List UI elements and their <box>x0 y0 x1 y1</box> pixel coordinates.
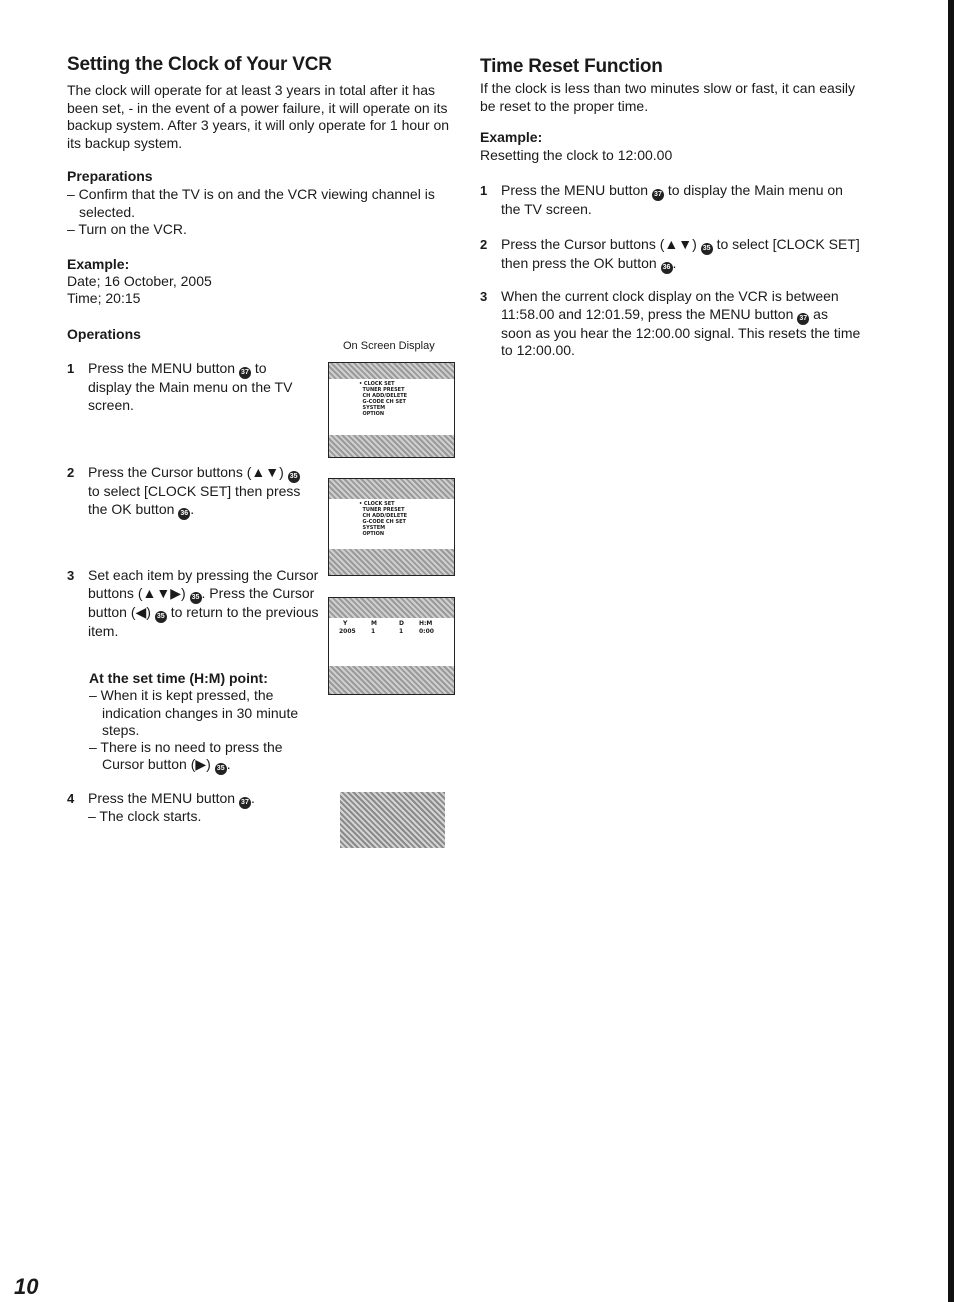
operations-heading: Operations <box>67 326 141 342</box>
cursor-button-icon: 35 <box>701 243 713 255</box>
step-3-text: Set each item by pressing the Cursor buttons (▲▼▶) 35 . Press the Cursor button (◀) 35 to return to the previous item. <box>88 567 319 639</box>
page-edge <box>948 0 954 1302</box>
menu-button-icon: 37 <box>239 797 251 809</box>
step-number: 1 <box>67 361 75 376</box>
page-number: 10 <box>14 1274 39 1299</box>
cursor-button-icon: 35 <box>288 471 300 483</box>
step-number: 1 <box>480 183 488 198</box>
set-time-note: indication changes in 30 minute <box>102 705 299 721</box>
reset-step-2-text: Press the Cursor buttons (▲▼) 35 to select [CLOCK SET] then press the OK button 36 . <box>501 236 873 274</box>
preparations-item: selected. <box>79 204 136 220</box>
step-number: 4 <box>67 791 75 806</box>
osd-clock-month-value: 1 <box>371 628 376 635</box>
reset-step-1-text: Press the MENU button 37 to display the Main menu on the TV screen. <box>501 182 843 217</box>
preparations-heading: Preparations <box>67 168 153 184</box>
cursor-button-icon: 35 <box>155 611 167 623</box>
preparations-item: – Turn on the VCR. <box>67 221 187 237</box>
example-date: Date; 16 October, 2005 <box>67 273 212 289</box>
reset-example-heading: Example: <box>480 129 543 145</box>
step-number: 3 <box>67 568 75 583</box>
ok-button-icon: 36 <box>661 262 673 274</box>
osd-clock-y: Y <box>343 620 348 627</box>
menu-button-icon: 37 <box>797 313 809 325</box>
step-4-text: Press the MENU button 37 . <box>88 790 313 809</box>
osd-menu-list: • CLOCK SET TUNER PRESET CH ADD/DELETE G-CODE CH SET SYSTEM OPTION <box>359 381 408 417</box>
osd-clock-day-value: 1 <box>399 628 404 635</box>
ok-button-icon: 36 <box>178 508 190 520</box>
preparations-item: – Confirm that the TV is on and the VCR viewing channel is <box>67 186 435 202</box>
osd-screen-clock-display <box>340 792 445 848</box>
set-time-note: – There is no need to press the <box>89 739 283 755</box>
reset-example-text: Resetting the clock to 12:00.00 <box>480 147 673 163</box>
step-number: 2 <box>67 465 75 480</box>
osd-screen-clock-set-selected <box>328 478 455 576</box>
reset-step-3-text: When the current clock display on the VCR is between 11:58.00 and 12:01.59, press the MENU button 37 as soon as you hear the 12:00.00 signal. This resets the time to 12:00.00. <box>501 288 861 358</box>
cursor-button-icon: 35 <box>190 592 202 604</box>
osd-screen-clock-entry <box>328 597 455 695</box>
set-time-note: – When it is kept pressed, the <box>89 687 274 703</box>
cursor-button-icon: 35 <box>215 763 227 775</box>
osd-menu-list: • CLOCK SET TUNER PRESET CH ADD/DELETE G-CODE CH SET SYSTEM OPTION <box>359 501 408 537</box>
example-heading: Example: <box>67 256 130 272</box>
osd-clock-hm: H:M <box>419 620 433 627</box>
intro-paragraph: The clock will operate for at least 3 years in total after it has been set, - in the event of a power failure, it will operate on its backup system. After 3 years, it will only operate for 1 hour on its backup system. <box>67 82 450 151</box>
osd-clock-time-value: 0:00 <box>419 628 434 635</box>
step-1-text: Press the MENU button 37 to display the Main menu on the TV screen. <box>88 360 293 413</box>
osd-label: On Screen Display <box>343 340 435 352</box>
menu-button-icon: 37 <box>652 189 664 201</box>
example-time: Time; 20:15 <box>67 290 141 306</box>
section-title-reset: Time Reset Function <box>480 56 663 77</box>
section-title-clock: Setting the Clock of Your VCR <box>67 54 332 75</box>
osd-clock-d: D <box>399 620 404 627</box>
step-4-note: – The clock starts. <box>88 808 202 824</box>
set-time-heading: At the set time (H:M) point: <box>89 670 268 686</box>
set-time-note: Cursor button (▶) 35 . <box>102 756 231 775</box>
osd-clock-m: M <box>371 620 377 627</box>
set-time-note: steps. <box>102 722 140 738</box>
osd-screen-main-menu <box>328 362 455 458</box>
menu-button-icon: 37 <box>239 367 251 379</box>
step-number: 2 <box>480 237 488 252</box>
step-number: 3 <box>480 289 488 304</box>
reset-intro: If the clock is less than two minutes slow or fast, it can easily be reset to the proper time. <box>480 80 856 114</box>
osd-clock-year-value: 2005 <box>339 628 356 635</box>
step-2-text: Press the Cursor buttons (▲▼) 35 to select [CLOCK SET] then press the OK button 36 . <box>88 464 313 520</box>
